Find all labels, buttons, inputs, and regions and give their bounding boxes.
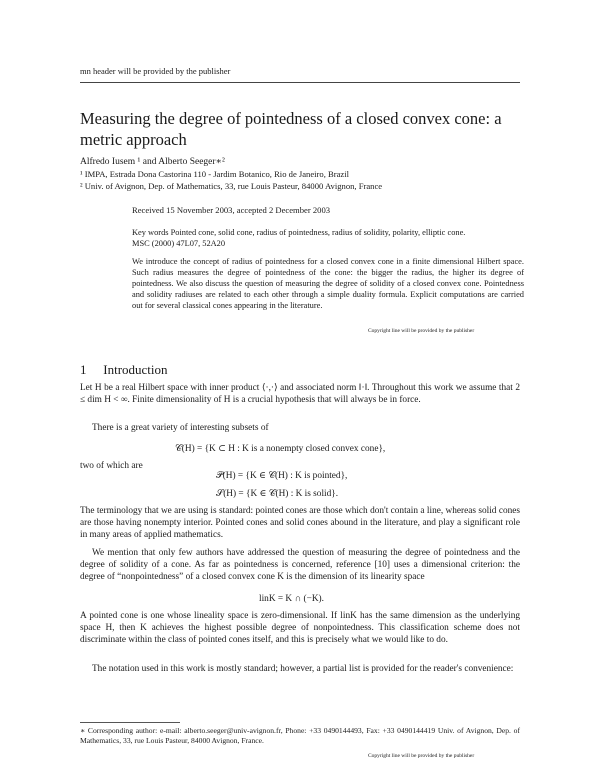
received-date: Received 15 November 2003, accepted 2 December 2003 [132,205,331,215]
equation-lineality: linK = K ∩ (−K). [259,594,324,604]
copyright-line-bottom: Copyright line will be provided by the publisher [368,753,475,759]
paragraph-4: The terminology that we are using is standard: pointed cones are those which don't contain a line, whereas solid cones are those having nonempty interior. Pointed cones and solid cones abound in the literature, and play a significant role in many areas of applied mathematics. [80,506,520,540]
keywords: Key words Pointed cone, solid cone, radius of pointedness, radius of solidity, polarity, elliptic cone. [132,228,466,237]
abstract: We introduce the concept of radius of pointedness for a closed convex cone in a finite dimensional Hilbert space. Such radius measures the degree of pointedness of the cone: the bigger the radius, the higher its degree of pointedness. We also discuss the question of measuring the degree of solidity of a closed convex cone. Pointedness and solidity radiuses are related to each other through a simple duality formula. Explicit computations are carried out for several classical cones appearing in the literature. [132,257,524,310]
equation-cone-set: 𝒞(H) = {K ⊂ H : K is a nonempty closed convex cone}, [175,444,386,454]
equation-solid-set: 𝒮(H) = {K ∈ 𝒞(H) : K is solid}. [216,489,339,499]
header-rule [80,82,520,83]
footnote-rule [80,722,180,723]
paragraph-7: The notation used in this work is mostly standard; however, a partial list is provided for the reader's convenience: [92,664,514,674]
paragraph-6: A pointed cone is one whose lineality space is zero-dimensional. If linK has the same dimension as the underlying space H, then K achieves the highest possible degree of nonpointedness. This classification scheme does not discriminate within the class of pointed cones itself, and this is precisely what we would like to do. [80,611,520,645]
paper-authors: Alfredo Iusem ¹ and Alberto Seeger∗² [80,157,225,167]
copyright-line-top: Copyright line will be provided by the publisher [368,328,475,334]
paragraph-2: There is a great variety of interesting subsets of [92,423,269,433]
paper-title: Measuring the degree of pointedness of a closed convex cone: a metric approach [80,109,502,149]
section-heading [80,362,168,378]
affiliation-1: ¹ IMPA, Estrada Dona Castorina 110 - Jardim Botanico, Rio de Janeiro, Brazil [80,169,350,179]
paragraph-1: Let H be a real Hilbert space with inner product ⟨·,·⟩ and associated norm ‖·‖. Throughout this work we assume that 2 ≤ dim H < ∞. Finite dimensionality of H is a crucial hypothesis that will always be in force. [80,383,520,405]
footnote: ∗ Corresponding author: e-mail: alberto.seeger@univ-avignon.fr, Phone: +33 0490144493, Fax: +33 0490144419 Univ. of Avignon, Dep. of Mathematics, 33, rue Louis Pasteur, 84000 Avignon, France. [80,726,520,745]
keywords-block [132,227,524,249]
running-header: mn header will be provided by the publisher [80,66,231,76]
section-title: Introduction [103,362,168,377]
msc-codes: MSC (2000) 47L07, 52A20 [132,239,226,248]
paragraph-3: two of which are [80,461,143,471]
section-number: 1 [80,362,87,377]
paragraph-5: We mention that only few authors have addressed the question of measuring the degree of pointedness and the degree of solidity of a cone. As far as pointedness is concerned, reference [10] uses a dimensional criterion: the degree of “nonpointedness” of a closed convex cone K is the dimension of its linearity space [80,548,520,582]
equation-pointed-set: 𝒫(H) = {K ∈ 𝒞(H) : K is pointed}, [216,471,348,481]
affiliation-2: ² Univ. of Avignon, Dep. of Mathematics, 33, rue Louis Pasteur, 84000 Avignon, France [80,181,383,191]
